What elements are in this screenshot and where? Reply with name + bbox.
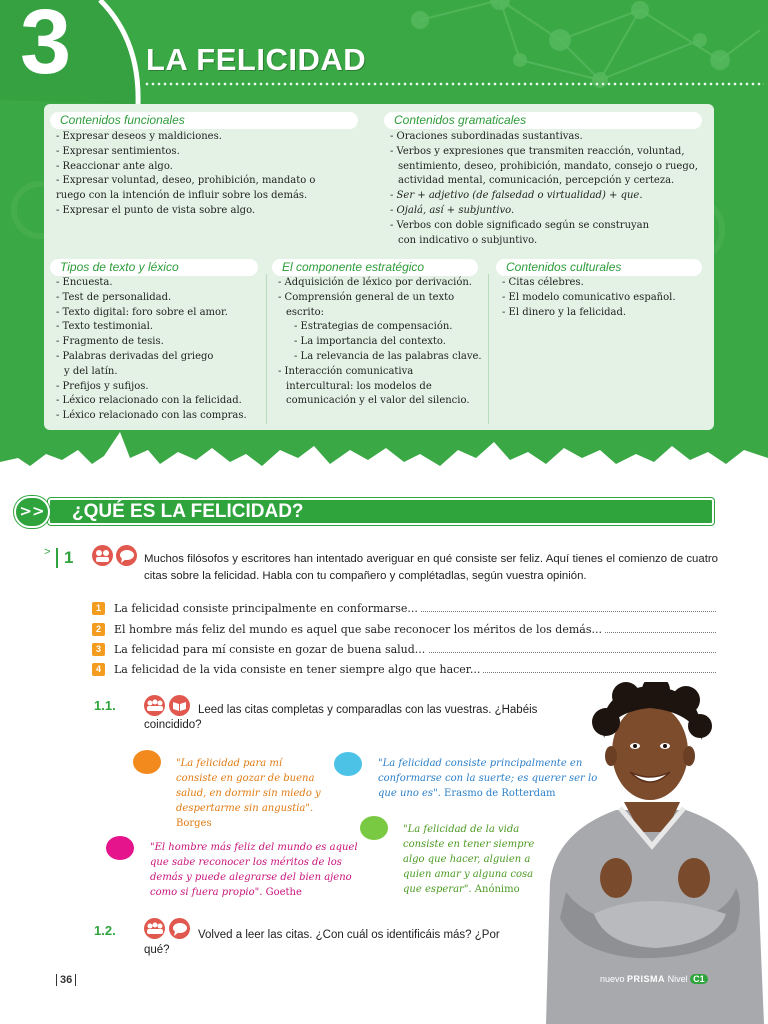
list-item: - Texto digital: foro sobre el amor.	[56, 306, 228, 318]
quote-text: "La felicidad de la vida consiste en tener siempre algo que hacer, alguien a quien amar y alguna cosa que esperar".	[403, 824, 535, 895]
list-item: - Oraciones subordinadas sustantivas.	[390, 131, 583, 142]
list-item: - Expresar deseos y maldiciones.	[56, 131, 222, 142]
list-item: y del latín.	[64, 365, 118, 377]
list-culturales	[502, 276, 708, 320]
page-number: 36	[56, 974, 76, 986]
column-divider	[266, 274, 267, 424]
activity-number: 1	[56, 548, 86, 568]
item-number-badge: 1	[92, 602, 105, 615]
list-item: - Interacción comunicativa	[278, 365, 414, 377]
list-item: - Comprensión general de un texto	[278, 291, 455, 303]
list-item: ruego con la intención de influir sobre los demás.	[56, 190, 308, 202]
quote-text: "La felicidad para mí consiste en gozar de buena salud, en dormir sin miedo y despertarme sin angustia".	[176, 758, 321, 814]
subactivity-number: 1.2.	[94, 923, 116, 938]
quote-goethe	[150, 840, 360, 900]
brand-name: PRISMA	[627, 974, 666, 984]
chapter-number: 3	[20, 0, 72, 93]
list-item: - Expresar voluntad, deseo, prohibición, mandato o	[56, 175, 316, 187]
chapter-title: LA FELICIDAD	[146, 42, 367, 77]
smiling-man-photo	[536, 682, 768, 1024]
pink-speech-bubble	[106, 836, 134, 860]
quote-text: "La felicidad consiste principalmente en conformarse con la suerte; es querer ser lo que uno es".	[378, 758, 598, 799]
item-text: El hombre más feliz del mundo es aquel que sabe reconocer los méritos de los demás...	[114, 622, 605, 637]
list-item: - Fragmento de tesis.	[56, 336, 164, 348]
list-item: - La relevancia de las palabras clave.	[294, 350, 482, 362]
list-item: - Encuesta.	[56, 277, 113, 288]
section-banner	[14, 496, 714, 528]
list-item: - Verbos con doble significado según se construyan	[390, 219, 650, 231]
item-text: La felicidad para mí consiste en gozar de buena salud...	[114, 642, 428, 657]
section-title-culturales: Contenidos culturales	[496, 259, 702, 276]
item-number-badge: 3	[92, 643, 105, 656]
brand-level: Nivel	[667, 974, 688, 984]
chapter-header	[0, 0, 768, 480]
torn-paper-edge	[0, 420, 768, 482]
item-number-badge: 4	[92, 663, 105, 676]
list-item	[92, 641, 716, 659]
list-item	[92, 621, 716, 639]
quote-author: Goethe	[265, 887, 302, 898]
subactivity-text: Volved a leer las citas. ¿Con cuál os identificáis más? ¿Por qué?	[144, 929, 500, 956]
publisher-brand	[600, 974, 708, 984]
section-title-gramaticales: Contenidos gramaticales	[384, 112, 702, 129]
list-item: - Citas célebres.	[502, 277, 584, 288]
quote-author: Erasmo de Rotterdam	[444, 788, 556, 799]
section-title-estrategico: El componente estratégico	[272, 259, 478, 276]
list-item: actividad mental, comunicación, percepción y certeza.	[398, 175, 675, 187]
list-item: - Palabras derivadas del griego	[56, 350, 214, 362]
pair-work-icon	[92, 545, 113, 566]
section-heading: ¿QUÉ ES LA FELICIDAD?	[72, 501, 304, 522]
list-item: - La importancia del contexto.	[294, 336, 446, 348]
list-funcionales	[56, 130, 366, 219]
activity-instruction: Muchos filósofos y escritores han intentado averiguar en qué consiste ser feliz. Aquí tienes el comienzo de cuatro citas sobre la felicidad. Habla con tu compañero y complétadlas, según vuestra opinión.	[144, 553, 718, 582]
list-item: escrito:	[286, 306, 325, 318]
list-item	[92, 600, 716, 618]
quote-author: Borges	[176, 818, 212, 829]
list-item: - Estrategias de compensación.	[294, 321, 453, 333]
green-speech-bubble	[360, 816, 388, 840]
list-estrategico	[278, 276, 484, 409]
section-title-funcionales: Contenidos funcionales	[50, 112, 358, 129]
list-item: - Prefijos y sufijos.	[56, 380, 149, 392]
orange-speech-bubble	[133, 750, 161, 774]
level-badge: C1	[690, 974, 708, 984]
item-text: La felicidad consiste principalmente en conformarse...	[114, 601, 421, 616]
list-item: - Léxico relacionado con las compras.	[56, 410, 247, 422]
list-tipos	[56, 276, 266, 424]
list-item: - Léxico relacionado con la felicidad.	[56, 395, 242, 407]
list-item: - Adquisición de léxico por derivación.	[278, 277, 472, 288]
list-item: - El dinero y la felicidad.	[502, 306, 627, 318]
item-number-badge: 2	[92, 623, 105, 636]
column-divider	[488, 274, 489, 424]
list-item: - Expresar el punto de vista sobre algo.	[56, 204, 256, 216]
list-item: - Expresar sentimientos.	[56, 145, 180, 157]
list-item: - Test de personalidad.	[56, 291, 172, 303]
brand-prefix: nuevo	[600, 974, 625, 984]
list-gramaticales	[390, 130, 710, 248]
list-item	[92, 661, 716, 679]
list-item: - Ser + adjetivo (de falsedad o virtualidad) + que.	[390, 190, 643, 202]
list-item: intercultural: los modelos de	[286, 380, 432, 392]
item-text: La felicidad de la vida consiste en tener siempre algo que hacer...	[114, 662, 483, 677]
contents-panel	[44, 104, 714, 430]
list-item: - Ojalá, así + subjuntivo.	[390, 204, 515, 216]
quote-author: Anónimo	[474, 884, 520, 895]
list-item: con indicativo o subjuntivo.	[398, 234, 538, 246]
speech-icon	[116, 545, 137, 566]
quote-text: "El hombre más feliz del mundo es aquel que sabe reconocer los méritos de los demás y puede alegrarse del bien ajeno como si fuera propio".	[150, 842, 358, 898]
list-item: - Verbos y expresiones que transmiten reacción, voluntad,	[390, 145, 685, 157]
list-item: sentimiento, deseo, prohibición, mandato, consejo o ruego,	[398, 160, 698, 172]
double-chevron-icon: >>	[14, 496, 50, 528]
list-item: - El modelo comunicativo español.	[502, 291, 676, 303]
quote-borges	[176, 756, 326, 831]
blue-speech-bubble	[334, 752, 362, 776]
quote-anonimo	[403, 822, 539, 897]
section-title-tipos: Tipos de texto y léxico	[50, 259, 258, 276]
list-item: comunicación y el valor del silencio.	[286, 395, 470, 407]
subactivity-number: 1.1.	[94, 698, 116, 713]
list-item: - Reaccionar ante algo.	[56, 160, 173, 172]
list-item: - Texto testimonial.	[56, 321, 153, 333]
subactivity-text: Leed las citas completas y comparadlas con las vuestras. ¿Habéis coincidido?	[144, 704, 538, 731]
dotted-divider	[144, 82, 764, 86]
activity-marker: >	[44, 546, 51, 558]
